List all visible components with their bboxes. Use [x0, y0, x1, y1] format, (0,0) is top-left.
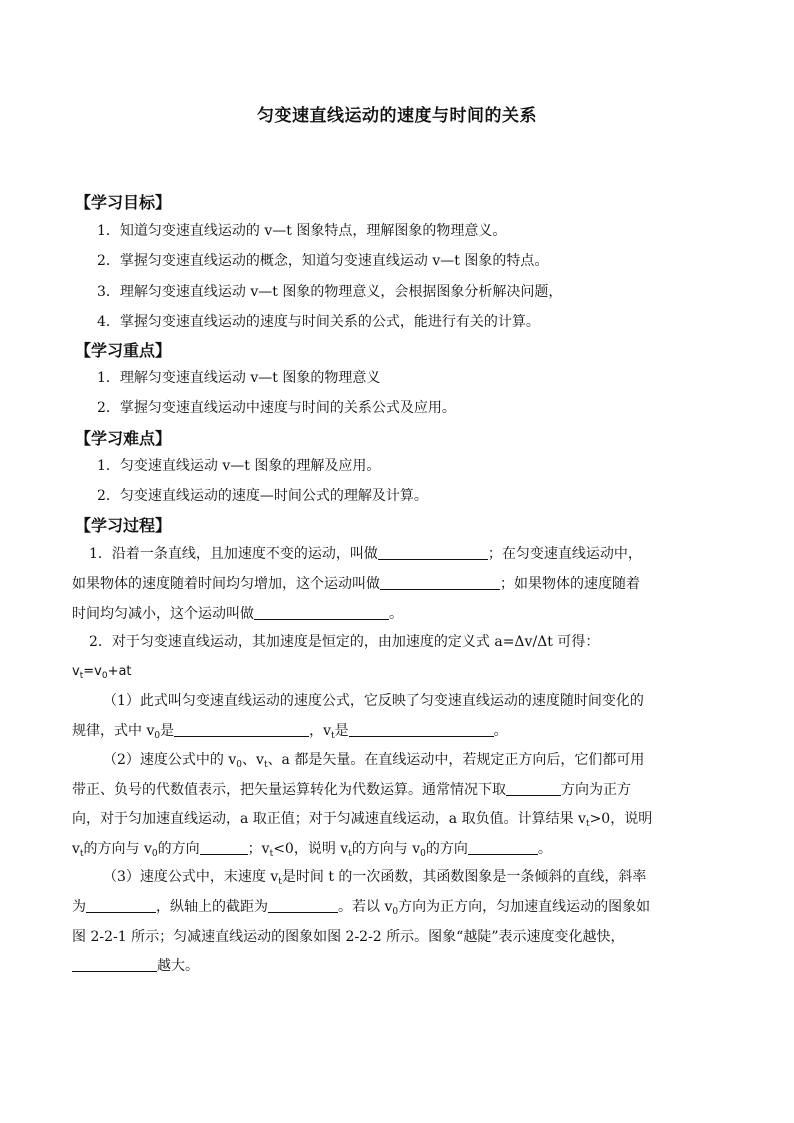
p4-l3s: t — [585, 819, 590, 829]
p5-l2s: 0 — [392, 907, 399, 917]
page-title: 匀变速直线运动的速度与时间的关系 — [257, 106, 537, 126]
p4-l1b: 、v — [242, 752, 264, 768]
p4-l4s4: t — [348, 849, 352, 859]
goal-item-1: 1．知道匀变速直线运动的 v—t 图象特点，理解图象的物理意义。 — [97, 223, 507, 239]
blank-positive-direction[interactable] — [506, 781, 561, 796]
p5-l2c: 。若以 v — [338, 899, 393, 915]
process-p2-line: 2．对于匀变速直线运动，其加速度是恒定的，由加速度的定义式 a=Δv/Δt 可得： — [89, 634, 600, 650]
formula-mid: =v — [83, 664, 102, 679]
goals-heading: 【学习目标】 — [75, 193, 172, 212]
p4-l4s1: t — [79, 849, 84, 859]
p3-text-d: ，v — [309, 723, 332, 739]
p3-text-b: 规律，式中 v — [72, 723, 155, 739]
goal-item-2: 2．掌握匀变速直线运动的概念，知道匀变速直线运动 v—t 图象的特点。 — [97, 253, 549, 269]
p1-text-f: 。 — [389, 606, 403, 622]
p4-l4e: <0，说明 v — [273, 841, 349, 857]
formula-end: +at — [107, 664, 132, 679]
process-p5-line3: 图 2-2-1 所示；匀减速直线运动的图象如图 2-2-2 所示。图象“越陡”表示速度变化越快， — [72, 929, 625, 945]
blank-decelerated-motion[interactable] — [254, 605, 389, 620]
difficulties-heading: 【学习难点】 — [75, 429, 172, 448]
formula-sub-t: t — [79, 671, 84, 681]
p4-l4b: 的方向与 v — [83, 841, 152, 857]
p5-l2d: 方向为正方向，匀加速直线运动的图象如 — [398, 899, 651, 915]
blank-slope[interactable] — [86, 898, 156, 913]
p4-l1a: （2）速度公式中的 v — [103, 752, 237, 768]
process-p4-line4 — [72, 840, 552, 858]
process-p4-line1 — [103, 751, 644, 769]
keypoint-item-2: 2．掌握匀变速直线运动中速度与时间的关系公式及应用。 — [97, 400, 456, 416]
p1-text-d: ；如果物体的速度随着 — [500, 576, 640, 592]
p4-l4f: 的方向与 v — [351, 841, 421, 857]
p5-l1a: （3）速度公式中，末速度 v — [103, 869, 279, 885]
p3-text-f: 。 — [493, 723, 508, 739]
goal-item-4: 4．掌握匀变速直线运动的速度与时间关系的公式，能进行有关的计算。 — [97, 314, 540, 330]
blank-same-direction[interactable] — [200, 840, 248, 855]
process-p5-line2 — [72, 898, 650, 916]
p3-sub-t: t — [331, 731, 335, 741]
blank-uniform-motion[interactable] — [378, 545, 488, 560]
p5-l1s: t — [278, 877, 282, 887]
p5-l2a: 为 — [72, 899, 86, 915]
p4-l4s3: t — [269, 849, 274, 859]
process-p3-line1: （1）此式叫匀变速直线运动的速度公式，它反映了匀变速直线运动的速度随时间变化的 — [103, 693, 644, 709]
p3-sub-0: 0 — [154, 731, 161, 741]
blank-opposite-direction[interactable] — [468, 840, 538, 855]
process-heading: 【学习过程】 — [75, 516, 172, 535]
p1-text-e: 时间均匀减小，这个运动叫做 — [72, 606, 254, 622]
blank-intercept[interactable] — [268, 898, 338, 913]
blank-initial-velocity[interactable] — [174, 722, 309, 737]
blank-final-velocity[interactable] — [349, 722, 494, 737]
process-p4-line2 — [72, 781, 631, 799]
p4-l3a: 向，对于匀加速直线运动，a 取正值；对于匀减速直线运动，a 取负值。计算结果 v — [72, 811, 586, 827]
p3-text-e: 是 — [334, 723, 349, 739]
p3-text-c: 是 — [160, 723, 175, 739]
p4-l1s1: 0 — [236, 760, 243, 770]
process-p1-line3 — [72, 605, 403, 623]
process-p5-line1 — [103, 868, 646, 886]
process-p4-line3 — [72, 810, 652, 828]
p1-text-c: 如果物体的速度随着时间均匀增加，这个运动叫做 — [72, 576, 380, 592]
p4-l4g: 的方向 — [425, 841, 468, 857]
process-p3-line2 — [72, 722, 508, 740]
p4-l2b: 方向为正方 — [561, 782, 631, 798]
p4-l4s2: 0 — [151, 849, 158, 859]
difficulty-item-2: 2．匀变速直线运动的速度—时间公式的理解及计算。 — [97, 488, 428, 504]
p5-l1b: 是时间 t 的一次函数，其函数图象是一条倾斜的直线，斜率 — [281, 869, 647, 885]
process-p1-line1 — [89, 545, 642, 563]
p4-l4c: 的方向 — [157, 841, 200, 857]
formula-sub-0: 0 — [101, 671, 108, 681]
keypoint-item-1: 1．理解匀变速直线运动 v—t 图象的物理意义 — [97, 370, 381, 386]
goal-item-3: 3．理解匀变速直线运动 v—t 图象的物理意义，会根据图象分析解决问题， — [97, 284, 563, 300]
p4-l4h: 。 — [537, 841, 552, 857]
keypoints-heading: 【学习重点】 — [75, 341, 172, 360]
p5-l4: 越大。 — [157, 958, 199, 974]
blank-accelerated-motion[interactable] — [380, 575, 500, 590]
p4-l2: 带正、负号的代数值表示，把矢量运算转化为代数运算。通常情况下取 — [72, 782, 506, 798]
p1-text-b: ；在匀变速直线运动中， — [487, 546, 642, 562]
process-p1-line2 — [72, 575, 640, 593]
p4-l3b: >0，说明 — [589, 811, 653, 827]
velocity-formula — [72, 663, 132, 681]
p1-text-a: 1．沿着一条直线，且加速度不变的运动，叫做 — [89, 546, 378, 562]
difficulty-item-1: 1．匀变速直线运动 v—t 图象的理解及应用。 — [97, 458, 381, 474]
blank-acceleration[interactable] — [72, 957, 157, 972]
p4-l1c: 、a 都是矢量。在直线运动中，若规定正方向后，它们都可用 — [267, 752, 645, 768]
p4-l4a: v — [72, 841, 80, 857]
p4-l1s2: t — [263, 760, 268, 770]
formula-v: v — [72, 664, 80, 679]
p5-l2b: ，纵轴上的截距为 — [156, 899, 268, 915]
p4-l4d: ；v — [247, 841, 270, 857]
process-p5-line4 — [72, 957, 199, 975]
p4-l4s5: 0 — [420, 849, 426, 859]
